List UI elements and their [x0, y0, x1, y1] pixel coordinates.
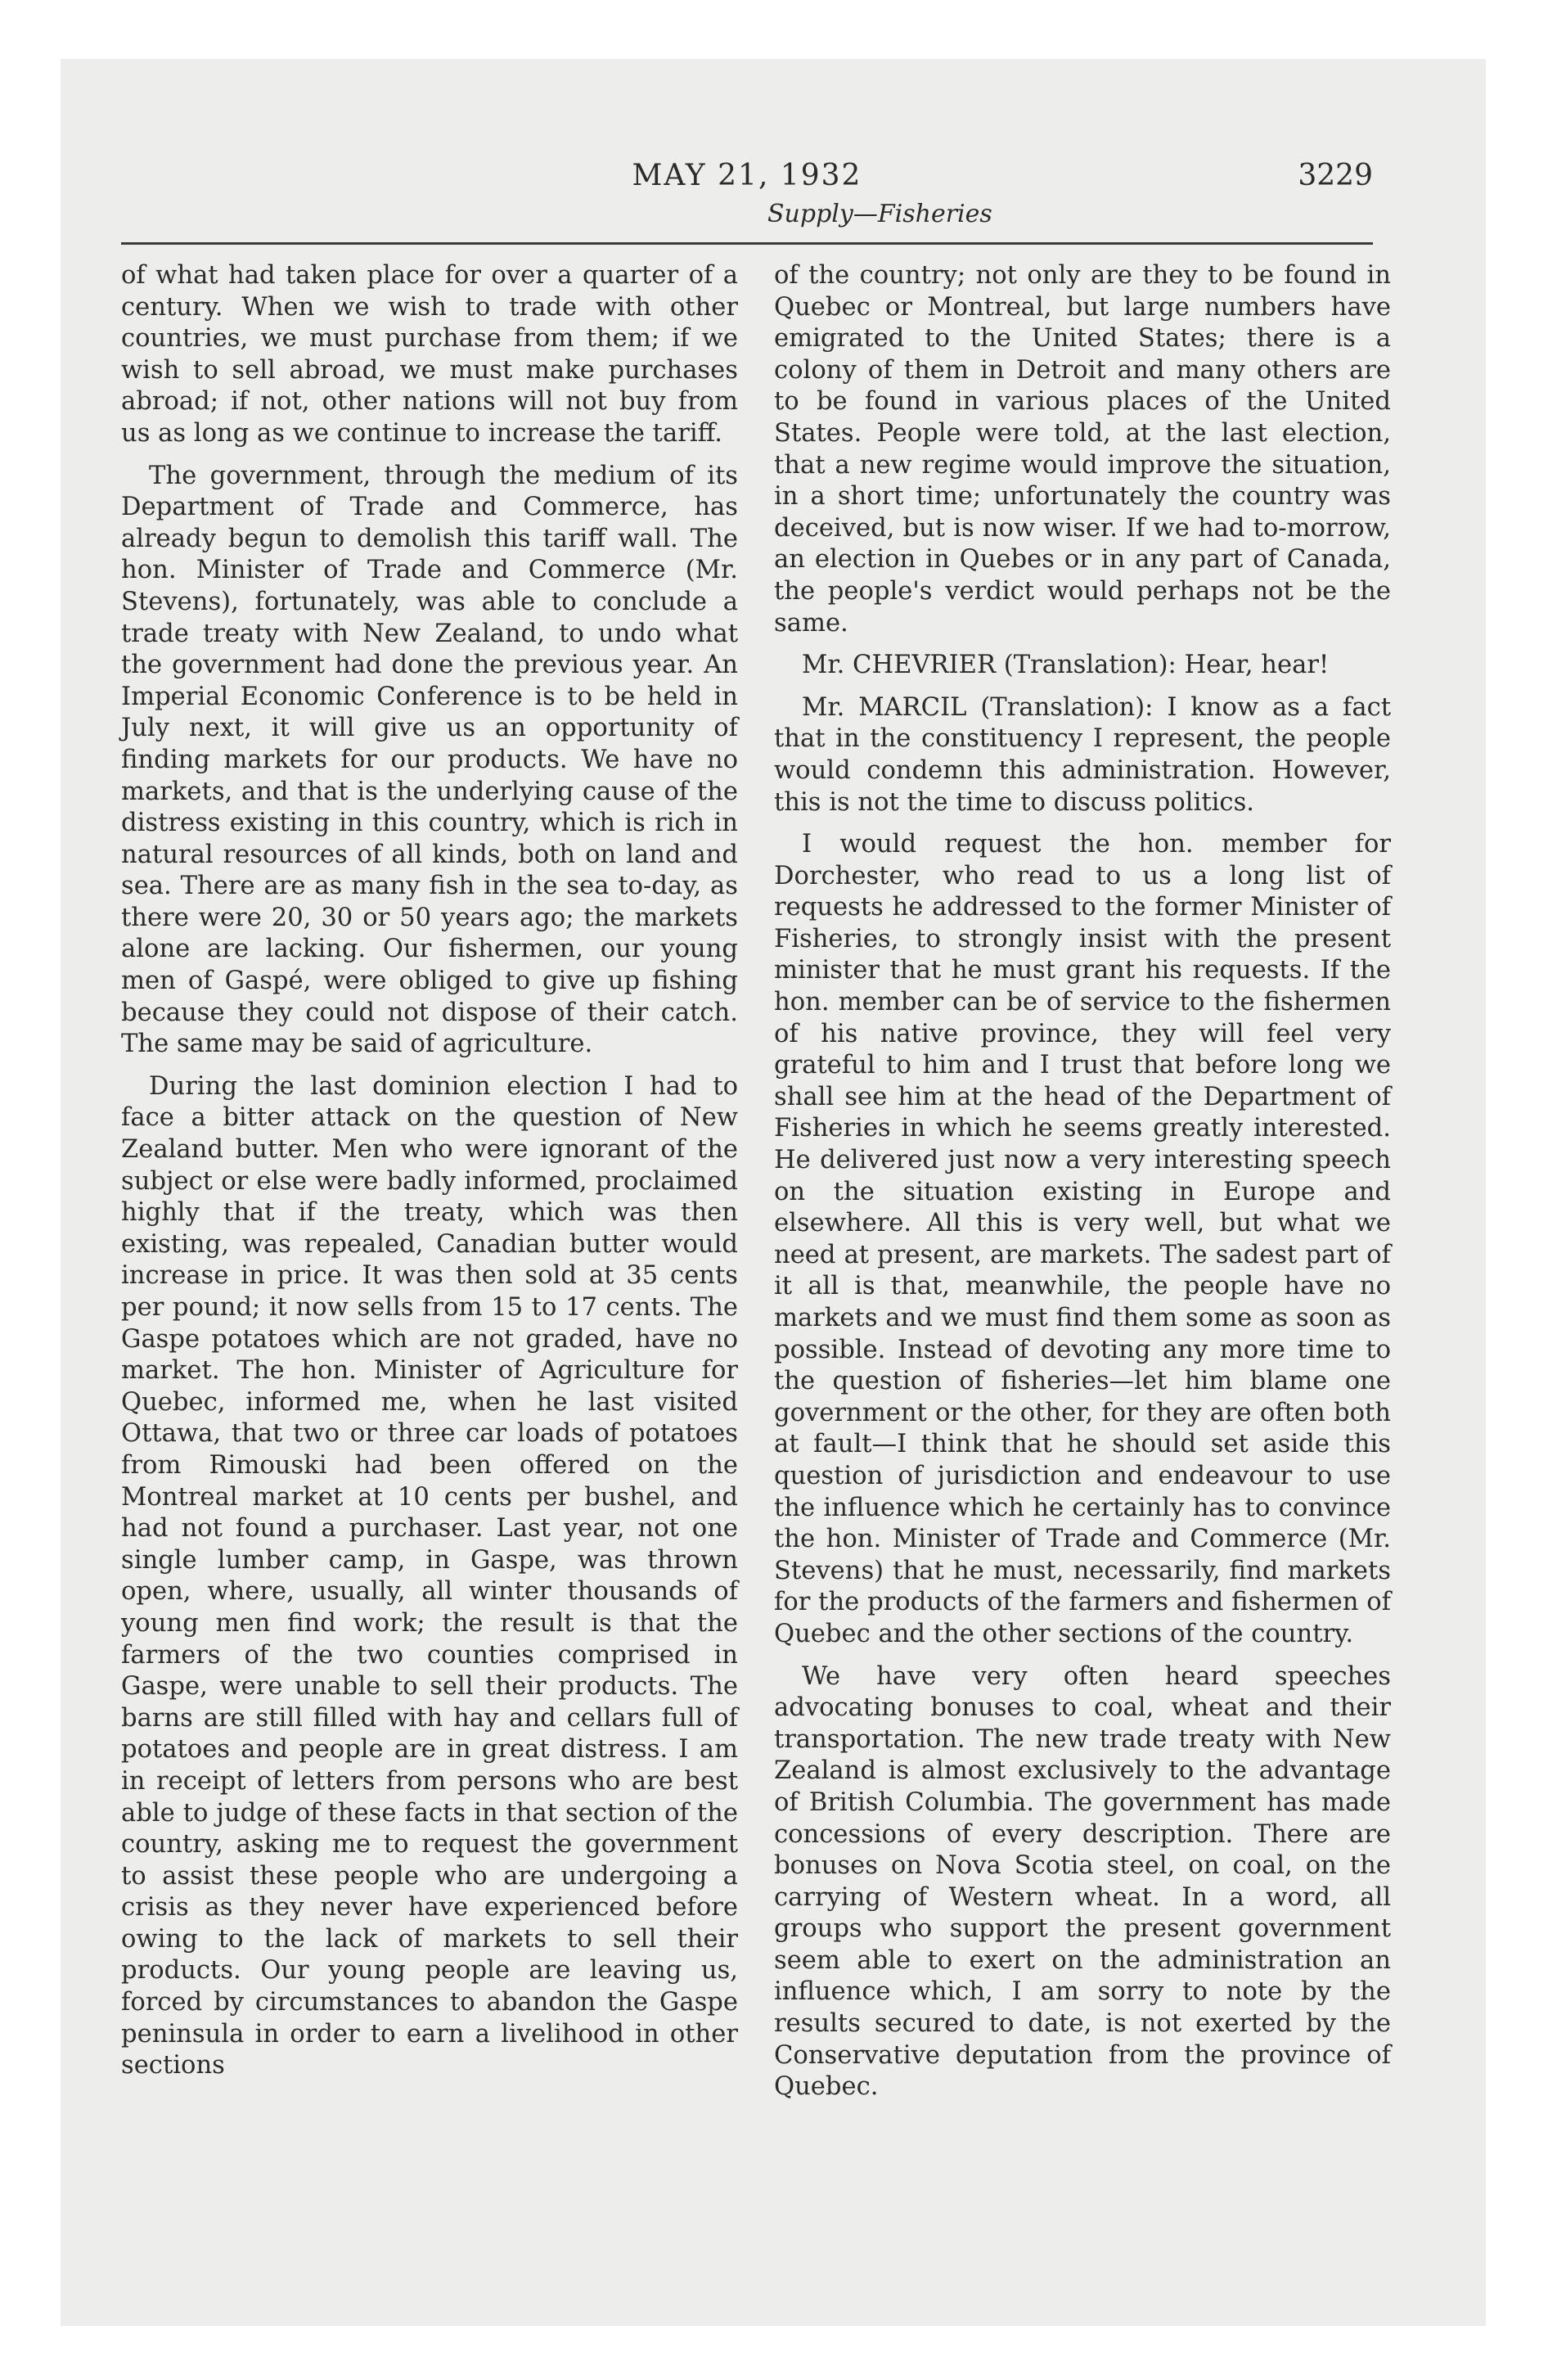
page-header: [121, 151, 1373, 249]
header-date: MAY 21, 1932: [632, 159, 862, 192]
speaker-paragraph: Mr. MARCIL (Translation): I know as a fact that in the constituency I represent, the people would condemn this administration. However, this is not the time to discuss politics.: [774, 692, 1391, 817]
paragraph: The government, through the medium of its Department of Trade and Commerce, has already begun to demolish this tariff wall. The hon. Minister of Trade and Commerce (Mr. Stevens), fortunately, was able to conclude a trade treaty with New Zealand, to undo what the government had done the previous year. An Imperial Economic Conference is to be held in July next, it will give us an opportunity of finding markets for our products. We have no markets, and that is the underlying cause of the distress existing in this country, which is rich in natural resources of all kinds, both on land and sea. There are as many fish in the sea to-day, as there were 20, 30 or 50 years ago; the markets alone are lacking. Our fishermen, our young men of Gaspé, were obliged to give up fishing because they could not dispose of their catch. The same may be said of agriculture.: [121, 461, 738, 1059]
speaker-paragraph: Mr. CHEVRIER (Translation): Hear, hear!: [802, 651, 1330, 680]
header-rule: [121, 242, 1373, 245]
right-column: [774, 260, 1391, 2114]
paragraph: During the last dominion election I had to face a bitter attack on the question of New Zealand butter. Men who were ignorant of the subject or else were badly informed, proclaimed highly that if the treaty, which was then existing, was repealed, Canadian butter would increase in price. It was then sold at 35 cents per pound; it now sells from 15 to 17 cents. The Gaspe potatoes which are not graded, have no market. The hon. Minister of Agriculture for Quebec, informed me, when he last visited Ottawa, that two or three car loads of potatoes from Rimouski had been offered on the Montreal market at 10 cents per bushel, and had not found a purchaser. Last year, not one single lumber camp, in Gaspe, was thrown open, where, usually, all winter thousands of young men find work; the result is that the farmers of the two counties comprised in Gaspe, were unable to sell their products. The barns are still filled with hay and cellars full of potatoes and people are in great distress. I am in receipt of letters from persons who are best able to judge of these facts in that section of the country, asking me to request the government to assist these people who are undergoing a crisis as they never have experienced before owing to the lack of markets to sell their products. Our young people are leaving us, forced by circumstances to abandon the Gaspe peninsula in order to earn a livelihood in other sections: [121, 1071, 738, 2080]
left-column: [121, 260, 738, 2093]
page-number: 3229: [1298, 159, 1373, 192]
paragraph: of what had taken place for over a quarter of a century. When we wish to trade with other countries, we must purchase from them; if we wish to sell abroad, we must make purchases abroad; if not, other nations will not buy from us as long as we continue to increase the tariff.: [121, 261, 738, 448]
section-title: Supply—Fisheries: [767, 200, 992, 228]
paragraph: of the country; not only are they to be found in Quebec or Montreal, but large numbers have emigrated to the United States; there is a colony of them in Detroit and many others are to be found in various places of the United States. People were told, at the last election, that a new regime would improve the situation, in a short time; unfortunately the country was deceived, but is now wiser. If we had to-morrow, an election in Quebes or in any part of Canada, the people's verdict would perhaps not be the same.: [774, 261, 1391, 638]
paragraph: I would request the hon. member for Dorchester, who read to us a long list of requests he addressed to the former Minister of Fisheries, to strongly insist with the present minister that he must grant his requests. If the hon. member can be of service to the fishermen of his native province, they will feel very grateful to him and I trust that before long we shall see him at the head of the Department of Fisheries in which he seems greatly interested. He delivered just now a very interesting speech on the situation existing in Europe and elsewhere. All this is very well, but what we need at present, are markets. The sadest part of it all is that, meanwhile, the people have no markets and we must find them some as soon as possible. Instead of devoting any more time to the question of fisheries—let him blame one government or the other, for they are often both at fault—I think that he should set aside this question of jurisdiction and endeavour to use the influence which he certainly has to convince the hon. Minister of Trade and Commerce (Mr. Stevens) that he must, necessarily, find markets for the products of the farmers and fishermen of Quebec and the other sections of the country.: [774, 830, 1391, 1648]
paragraph: We have very often heard speeches advocating bonuses to coal, wheat and their transportation. The new trade treaty with New Zealand is almost exclusively to the advantage of British Columbia. The government has made concessions of every description. There are bonuses on Nova Scotia steel, on coal, on the carrying of Western wheat. In a word, all groups who support the present government seem able to exert on the administration an influence which, I am sorry to note by the results secured to date, is not exerted by the Conservative deputation from the province of Quebec.: [774, 1661, 1391, 2102]
